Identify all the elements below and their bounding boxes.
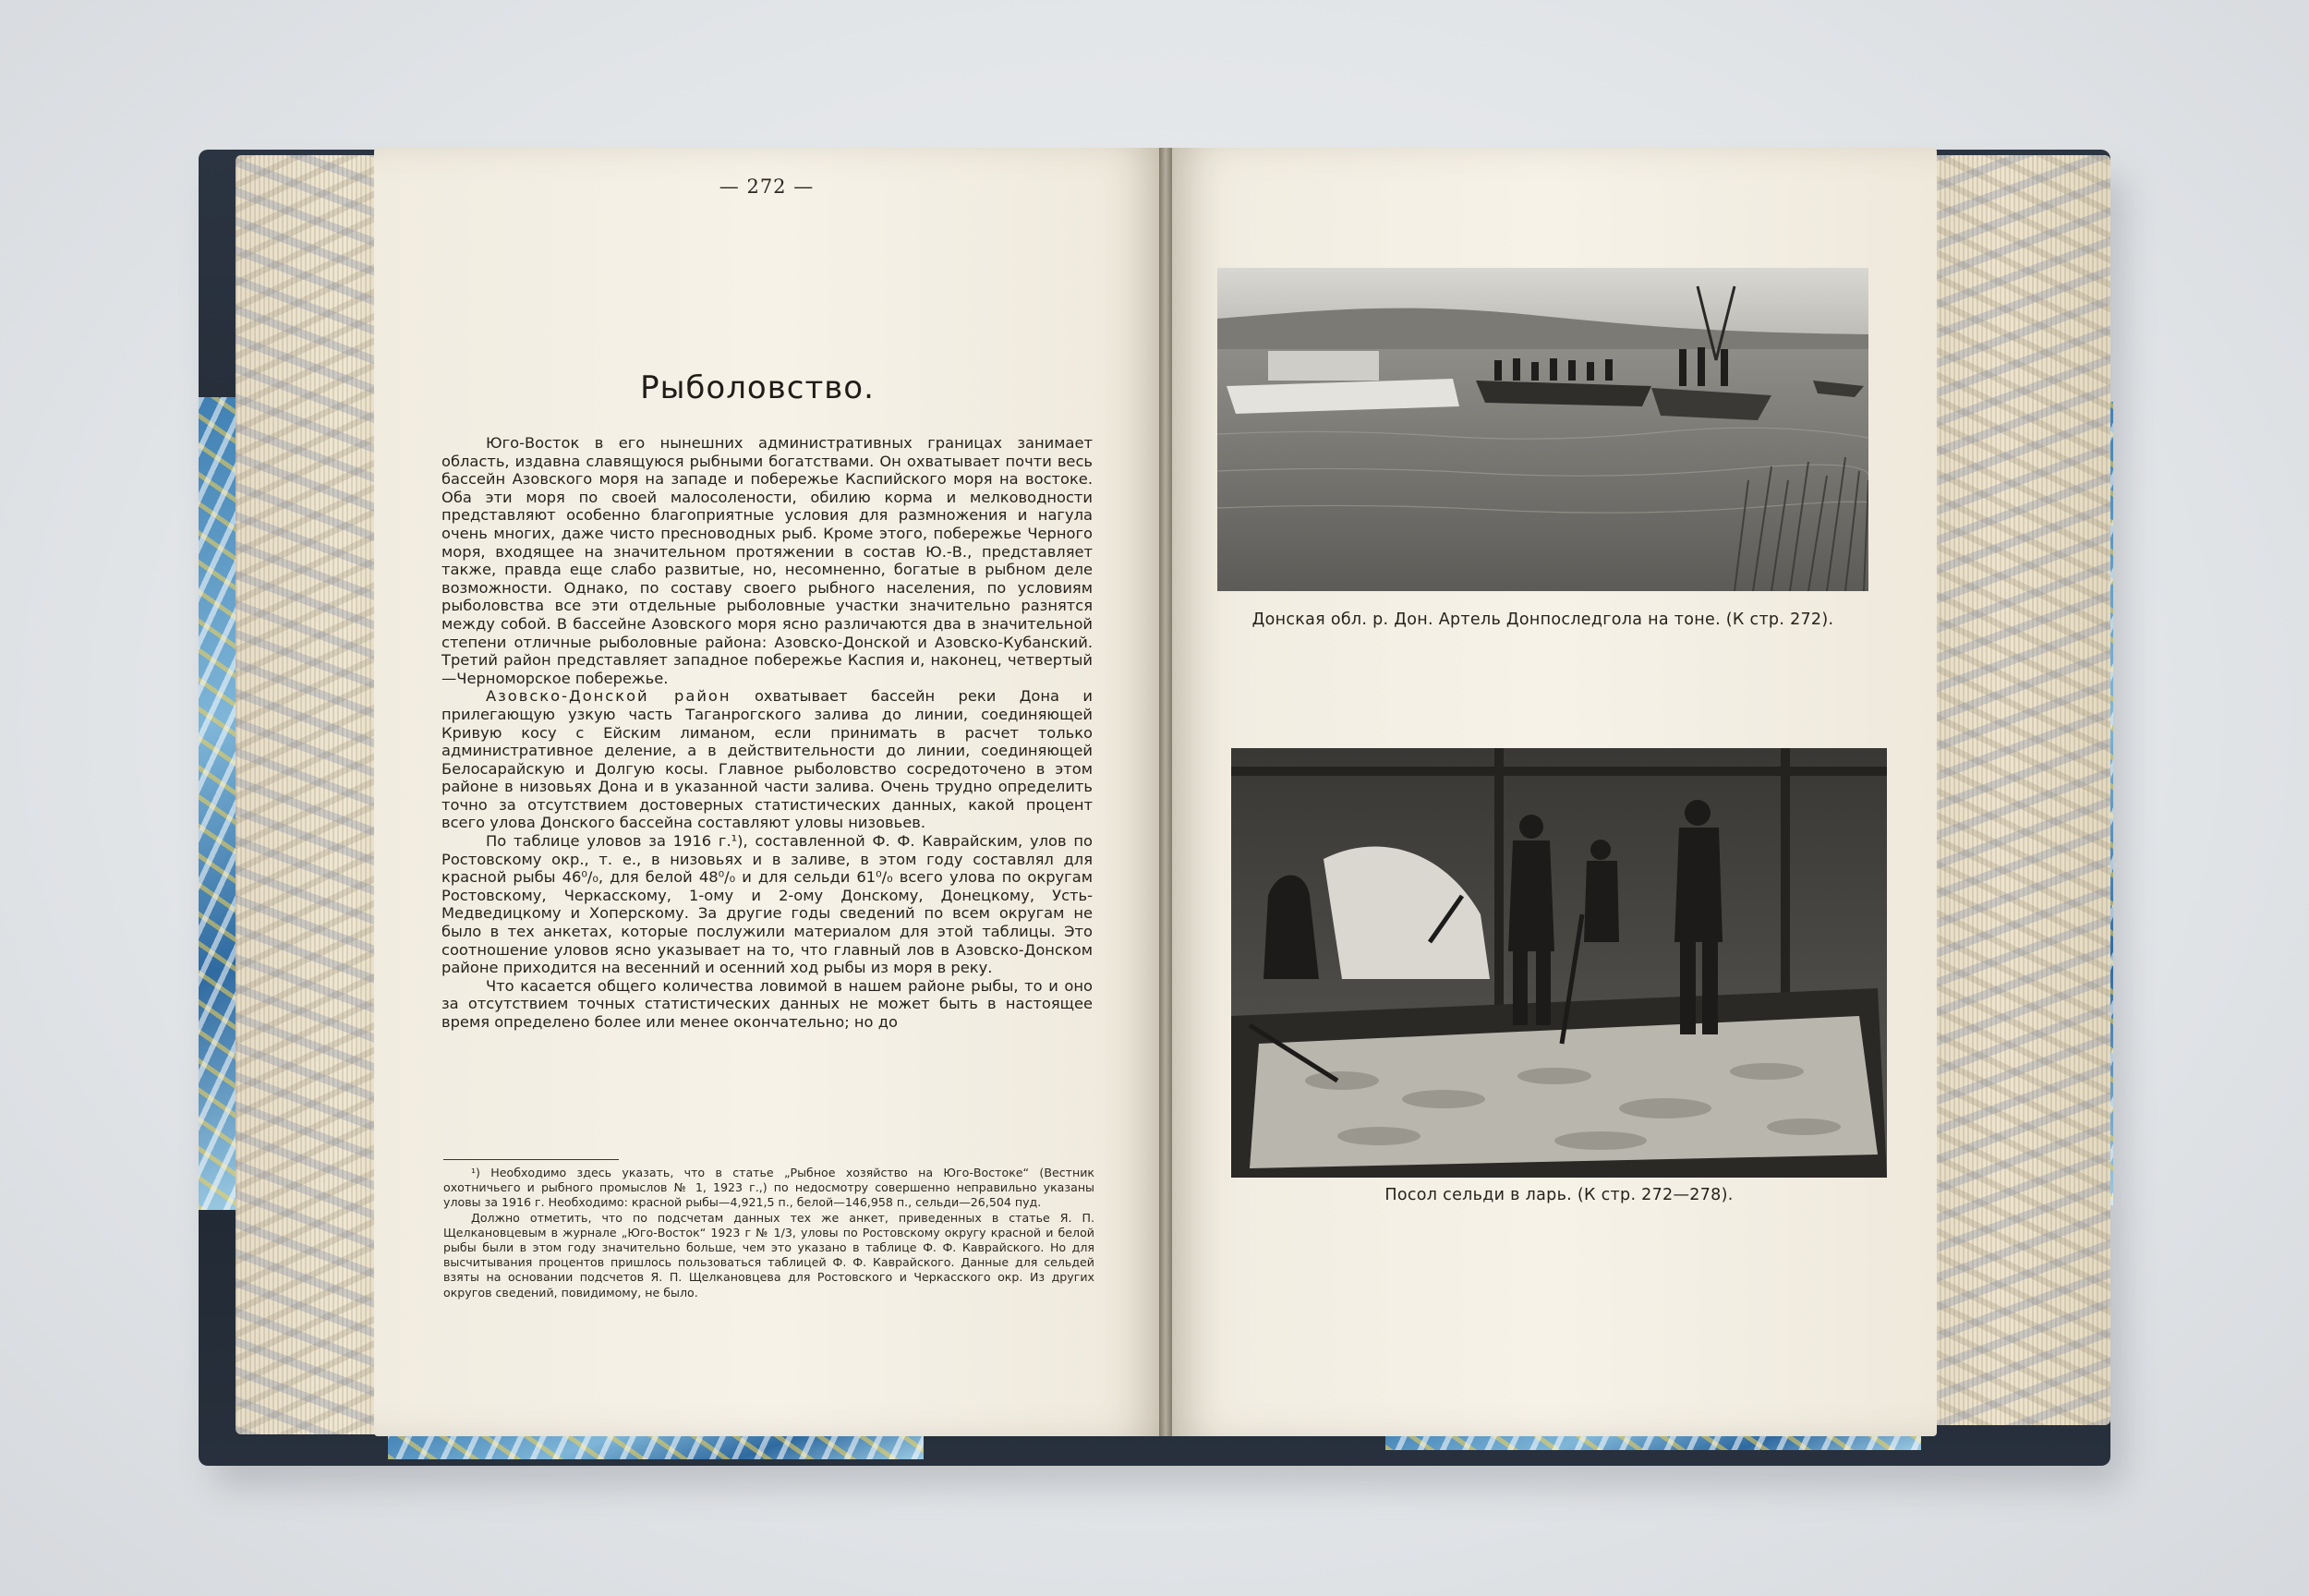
photo-caption-top: Донская обл. р. Дон. Артель Донпоследгола на тоне. (К стр. 272). <box>1251 611 1834 629</box>
photo-caption-bottom: Посол сельди в ларь. (К стр. 272—278). <box>1384 1186 1734 1204</box>
spaced-lead: Азовско-Донской район <box>486 687 731 706</box>
paragraph-2 <box>441 687 1093 832</box>
page-edges-left <box>236 155 397 1434</box>
paragraph-3: По таблице уловов за 1916 г.¹), составленной Ф. Ф. Каврайским, улов по Ростовскому окр., т. е., в низовьях и в заливе, в этом году составлял для красной рыбы 46⁰/₀, для белой 48⁰/₀ и для сельди 61⁰/₀ всего улова по округам Ростовскому, Черкасскому, 1-ому и 2-ому Донскому, Донецкому, Усть-Медведицкому и Хоперскому. За другие годы сведений по всем округам не было в тех анкетах, которые послужили материалом для этой таблицы. Это соотношение уловов ясно указывает на то, что главный лов в Азовско-Донском районе приходится на весенний и осенний ход рыбы из моря в реку. <box>441 832 1093 977</box>
photo-fishing-artel-image <box>1217 268 1868 591</box>
page-number: — 272 — <box>719 175 815 198</box>
page-edges-right <box>1926 155 2110 1425</box>
paragraph-1: Юго-Восток в его нынешних административных границах занимает область, издавна славящуюся рыбными богатствами. Он охватывает почти весь бассейн Азовского моря на западе и побережье Каспийского моря на востоке. Оба эти моря по своей малосолености, обилию корма и мелководности представляют особенно благоприятные условия для размножения и нагула очень многих, даже чисто пресноводных рыб. Кроме этого, побережье Черного моря, входящее на значительном протяжении в состав Ю.-В., представляет также, правда еще слабо развитые, но, несомненно, богатые в рыбном деле возможности. Однако, по составу своего рыбного населения, по условиям рыболовства все эти отдельные рыболовные участки значительно разнятся между собой. В бассейне Азовского моря ясно различаются два в значительной степени отличные рыболовные района: Азовско-Донской и Азовско-Кубанский. Третий район представляет западное побережье Каспия и, наконец, четвертый—Черноморское побережье. <box>441 434 1093 687</box>
footnote-1: ¹) Необходимо здесь указать, что в статье „Рыбное хозяйство на Юго-Востоке“ (Вестник охотничьего и рыбного промыслов № 1, 1923 г.,) по недосмотру совершенно неправильно указаны уловы за 1916 г. Необходимо: красной рыбы—4,921,5 п., белой—146,958 п., сельди—26,504 пуд. <box>443 1166 1094 1210</box>
paragraph-4: Что касается общего количества ловимой в нашем районе рыбы, то и оно за отсутствием точных статистических данных не может быть в настоящее время определено более или менее окончательно; но до <box>441 976 1093 1031</box>
footnotes <box>443 1166 1094 1300</box>
photo-fishing-artel <box>1217 268 1868 591</box>
body-text <box>441 434 1093 1032</box>
photo-herring-salting-image <box>1231 748 1887 1178</box>
paragraph-2-text: охватывает бассейн реки Дона и прилегающую узкую часть Таганрогского залива до линии, соединяющей Кривую косу с Ейским лиманом, если принимать в расчет только административное деление, а в действительности до линии, соединяющей Белосарайскую и Долгую косы. Главное рыболовство сосредоточено в этом районе в низовьях Дона и в указанной части залива. Очень трудно определить точно за отсутствием достоверных статистических данных, какой процент всего улова Донского бассейна составляют уловы низовьев. <box>441 687 1093 832</box>
photo-herring-salting <box>1231 748 1887 1178</box>
footnote-divider <box>443 1159 619 1160</box>
footnote-2: Должно отметить, что по подсчетам данных тех же анкет, приведенных в статье Я. П. Щелкановцевым в журнале „Юго-Восток“ 1923 г № 1/3, уловы по Ростовскому округу красной и белой рыбы были в этом году значительно больше, чем это указано в таблице Ф. Ф. Каврайского. Но для высчитывания процентов пришлось пользоваться таблицей Ф. Ф. Каврайского. Данные для сельдей взяты на основании подсчетов Я. П. Щелкановцева для Ростовского и Черкасского окр. Из других округов сведений, повидимому, не было. <box>443 1210 1094 1300</box>
book-gutter <box>1159 148 1172 1436</box>
chapter-title: Рыболовство. <box>640 369 875 406</box>
